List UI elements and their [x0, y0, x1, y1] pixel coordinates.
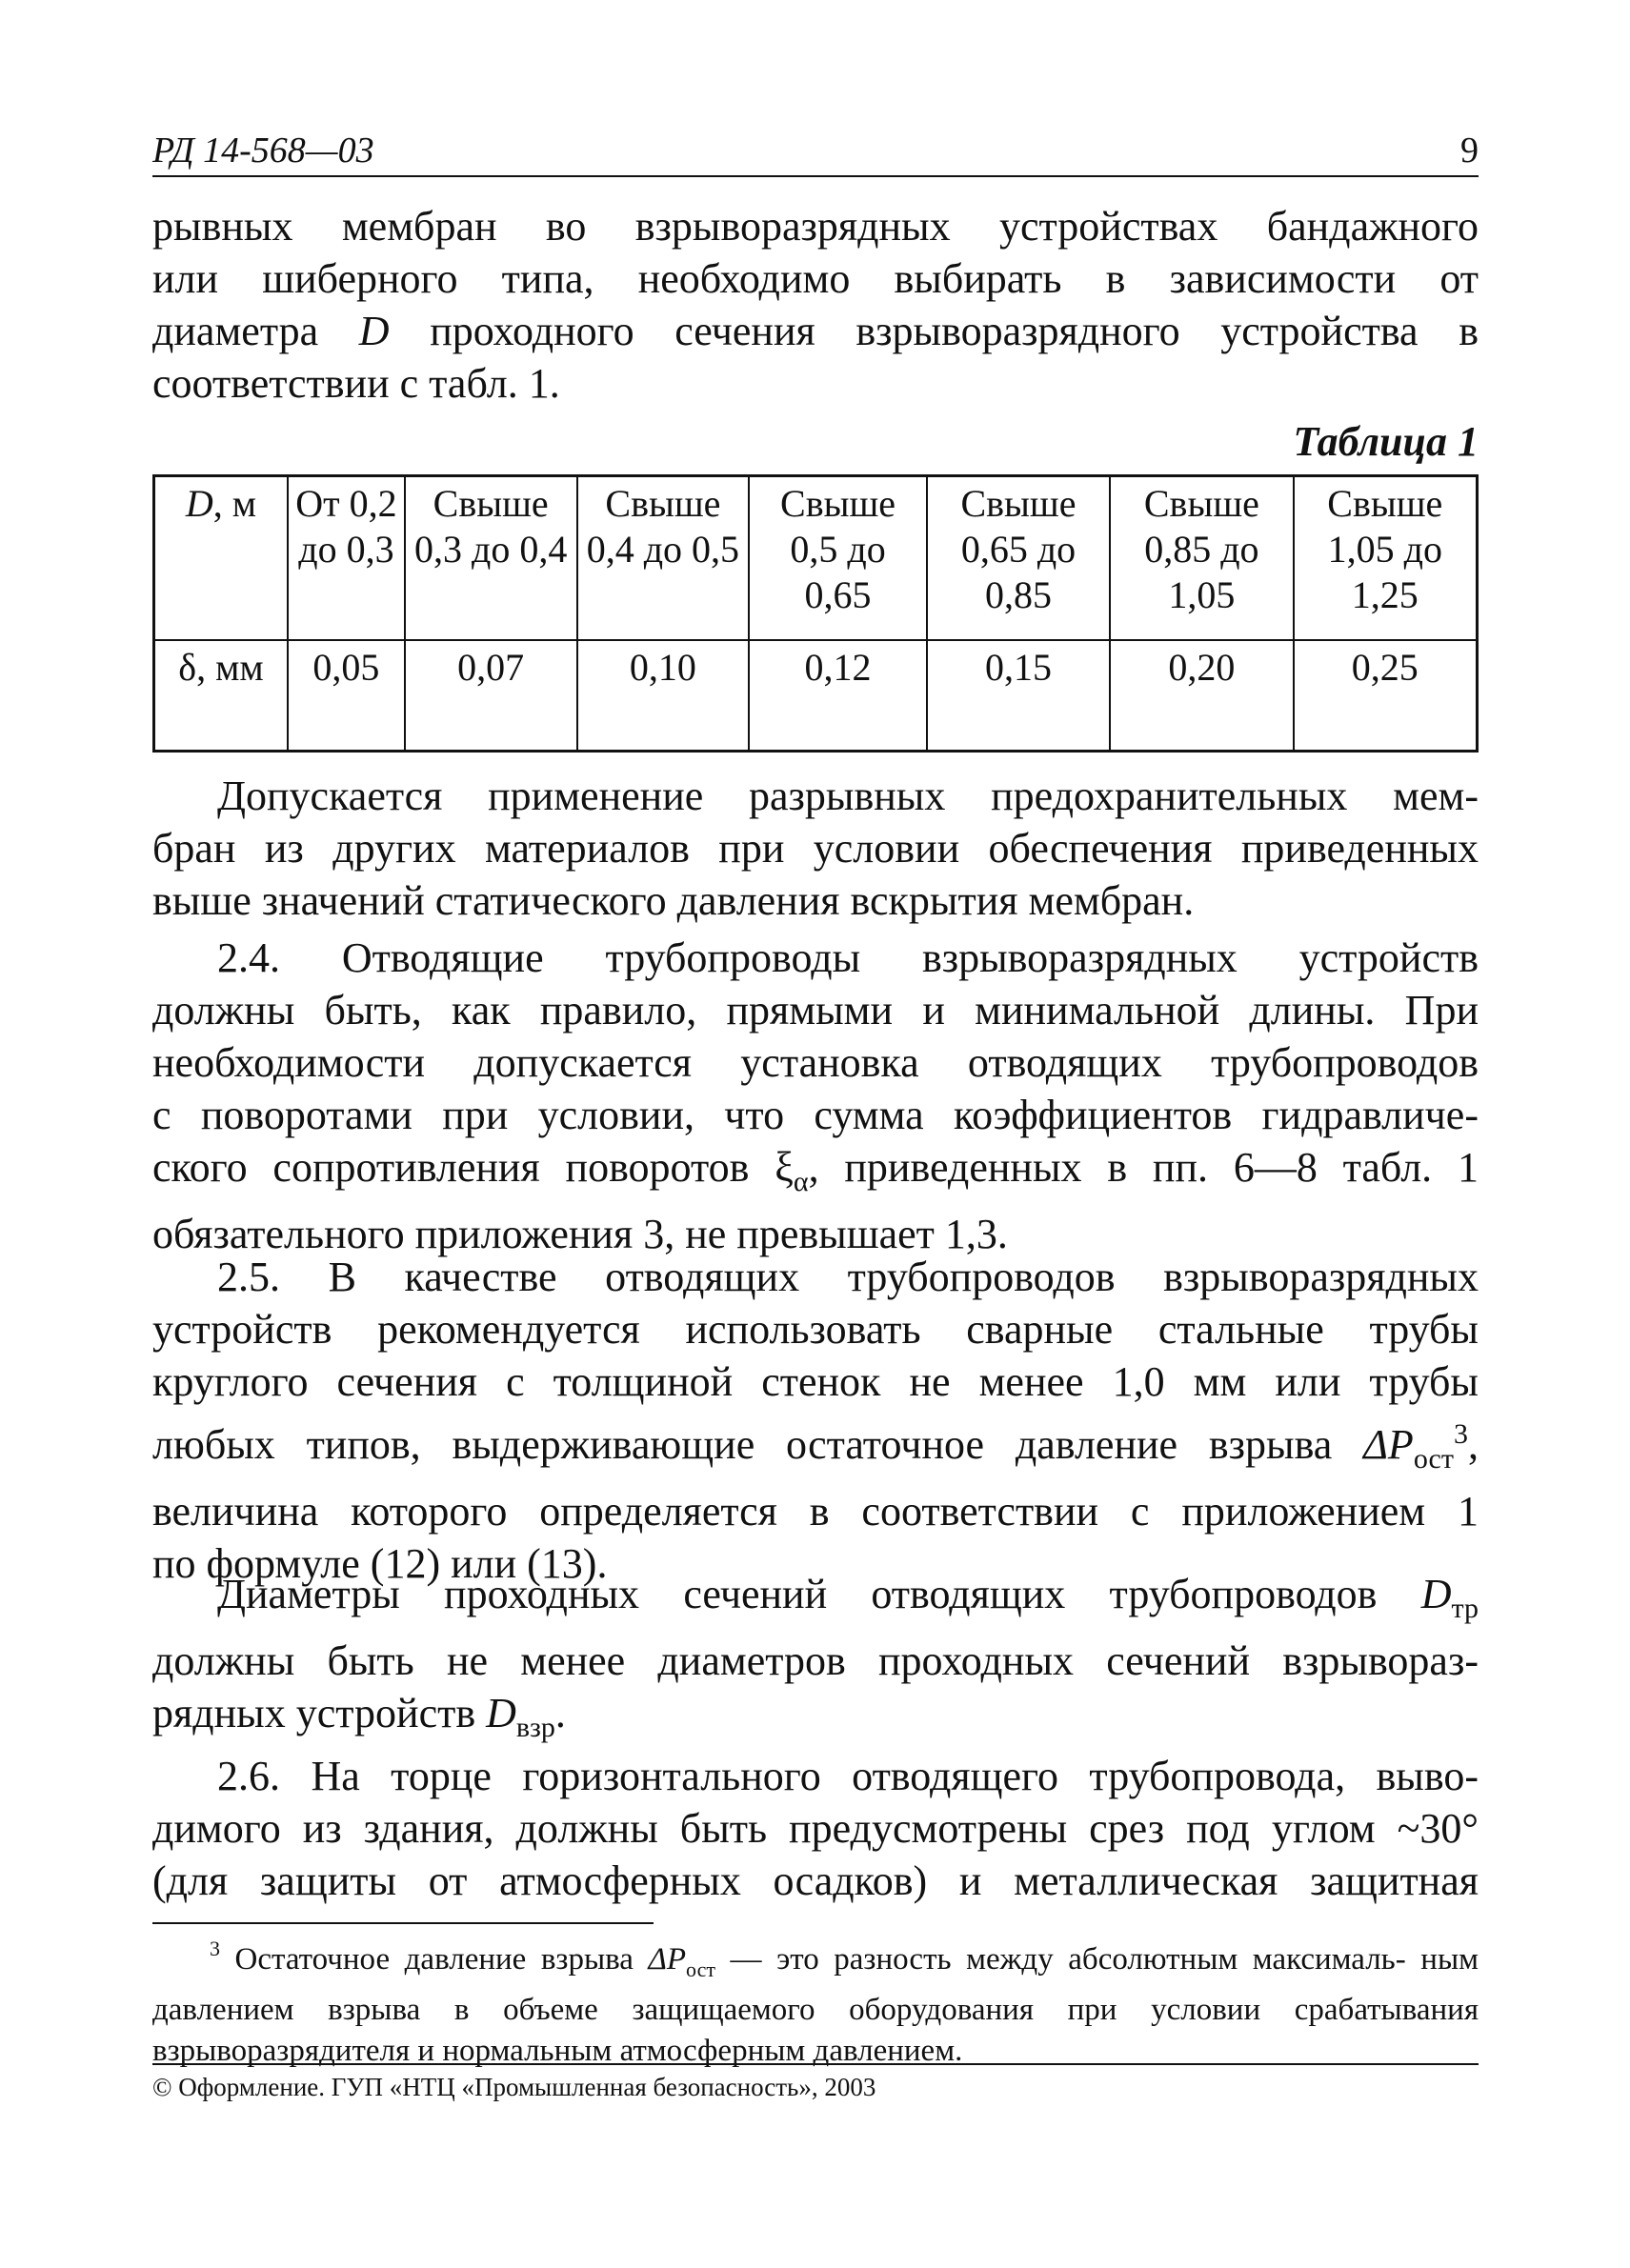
text-line: выше значений статического давления вскрытия мембран. — [152, 877, 1195, 924]
text-line: по формуле (12) или (13). — [152, 1540, 608, 1587]
footnote-mark: 3 — [210, 1937, 220, 1960]
diameter-range-cell: Свыше 0,3 до 0,4 — [405, 476, 577, 641]
diameter-symbol: D — [1420, 1571, 1452, 1617]
footnote-divider — [152, 1922, 654, 1924]
text-line: соответствии с табл. 1. — [152, 360, 560, 407]
text-line: должны быть, как правило, прямыми и минимальной длины. При — [152, 987, 1479, 1034]
text-line: рядных устройств $D_{взр}$. — [152, 1690, 566, 1743]
text-line: необходимости допускается установка отводящих трубопроводов — [152, 1039, 1479, 1086]
text-line: устройств рекомендуется использовать сварные стальные трубы — [152, 1306, 1479, 1353]
text-line: рывных мембран во взрыворазрядных устройствах бандажного — [152, 203, 1479, 250]
paragraph-2-6 — [152, 1750, 1479, 1907]
text-line: круглого сечения с толщиной стенок не менее 1,0 мм или трубы — [152, 1358, 1479, 1405]
diameter-range-cell: Свыше 0,5 до 0,65 — [749, 476, 927, 641]
thickness-cell: 0,12 — [749, 640, 927, 752]
paragraph-2-4 — [152, 932, 1479, 1260]
text-line: 2.5. В качестве отводящих трубопроводов взрыворазрядных — [217, 1254, 1479, 1300]
text-line: ского сопротивления поворотов $\xi_\alpha$, приведенных в пп. 6—8 табл. 1 — [152, 1144, 1479, 1197]
intro-paragraph — [152, 200, 1479, 410]
diameter-range-cell: От 0,2 до 0,3 — [288, 476, 405, 641]
diameter-range-cell: Свыше 1,05 до 1,25 — [1294, 476, 1478, 641]
paragraph-diameters — [152, 1568, 1479, 1754]
pressure-symbol: ΔP — [1363, 1421, 1414, 1468]
thickness-cell: 0,25 — [1294, 640, 1478, 752]
thickness-cell: 0,20 — [1110, 640, 1293, 752]
page-header — [152, 116, 1479, 177]
thickness-cell: 0,07 — [405, 640, 577, 752]
copyright-notice: © Оформление. ГУП «НТЦ «Промышленная безопасность», 2003 — [152, 2073, 876, 2101]
diameter-symbol: D — [358, 308, 390, 354]
membrane-thickness-table — [152, 474, 1479, 753]
thickness-cell: 0,15 — [927, 640, 1110, 752]
text-line: 2.4. Отводящие трубопроводы взрыворазрядных устройств — [217, 934, 1479, 981]
text-line: любых типов, выдерживающие остаточное давление взрыва $\Delta P_{ост}^3$, — [152, 1418, 1479, 1475]
footnote — [152, 1928, 1479, 2072]
diameter-range-cell: Свыше 0,65 до 0,85 — [927, 476, 1110, 641]
text-line: диаметра D проходного сечения взрыворазрядного устройства в — [152, 308, 1479, 354]
text-line: (для защиты от атмосферных осадков) и металлическая защитная — [152, 1857, 1479, 1904]
text-line: бран из других материалов при условии обеспечения приведенных — [152, 825, 1479, 872]
row-header-diameter: D, м — [154, 476, 289, 641]
diameter-symbol: D — [486, 1690, 516, 1736]
paragraph-2-5 — [152, 1251, 1479, 1590]
text-line: Допускается применение разрывных предохранительных мем- — [217, 773, 1479, 819]
text-line: или шиберного типа, необходимо выбирать в зависимости от — [152, 255, 1479, 302]
text-line: величина которого определяется в соответствии с приложением 1 — [152, 1488, 1479, 1535]
text-line: должны быть не менее диаметров проходных сечений взрывораз- — [152, 1637, 1479, 1684]
text-line: димого из здания, должны быть предусмотрены срез под углом ~30° — [152, 1805, 1479, 1852]
footnote-reference: 3 — [1454, 1418, 1468, 1450]
table-row-thickness — [154, 640, 1478, 752]
page-number: 9 — [1460, 130, 1479, 171]
thickness-cell: 0,05 — [288, 640, 405, 752]
thickness-cell: 0,10 — [577, 640, 750, 752]
copyright-divider — [152, 2063, 1479, 2065]
document-code: РД 14-568—03 — [152, 130, 374, 171]
text-line: обязательного приложения 3, не превышает 1,3. — [152, 1211, 1008, 1257]
table-row-diameter — [154, 476, 1478, 641]
xi-symbol: ξ — [775, 1144, 794, 1191]
diameter-range-cell: Свыше 0,85 до 1,05 — [1110, 476, 1293, 641]
table-caption: Таблица 1 — [1293, 418, 1479, 465]
footnote-text: $^3$ Остаточное давление взрыва $\Delta P_{ост}$ — это разность между абсолютным максималь- ным давлением взрыва в объеме защищаемого оборудования при условии срабатывания взрыворазрядителя и нормальным атмосферным давлением. — [152, 1937, 1479, 2068]
text-line: Диаметры проходных сечений отводящих трубопроводов $D_{тр}$ — [217, 1571, 1479, 1624]
text-line: 2.6. На торце горизонтального отводящего трубопровода, выво- — [217, 1753, 1479, 1799]
paragraph-materials — [152, 770, 1479, 927]
row-header-thickness: δ, мм — [154, 640, 289, 752]
text-line: с поворотами при условии, что сумма коэффициентов гидравличе- — [152, 1092, 1479, 1138]
diameter-range-cell: Свыше 0,4 до 0,5 — [577, 476, 750, 641]
